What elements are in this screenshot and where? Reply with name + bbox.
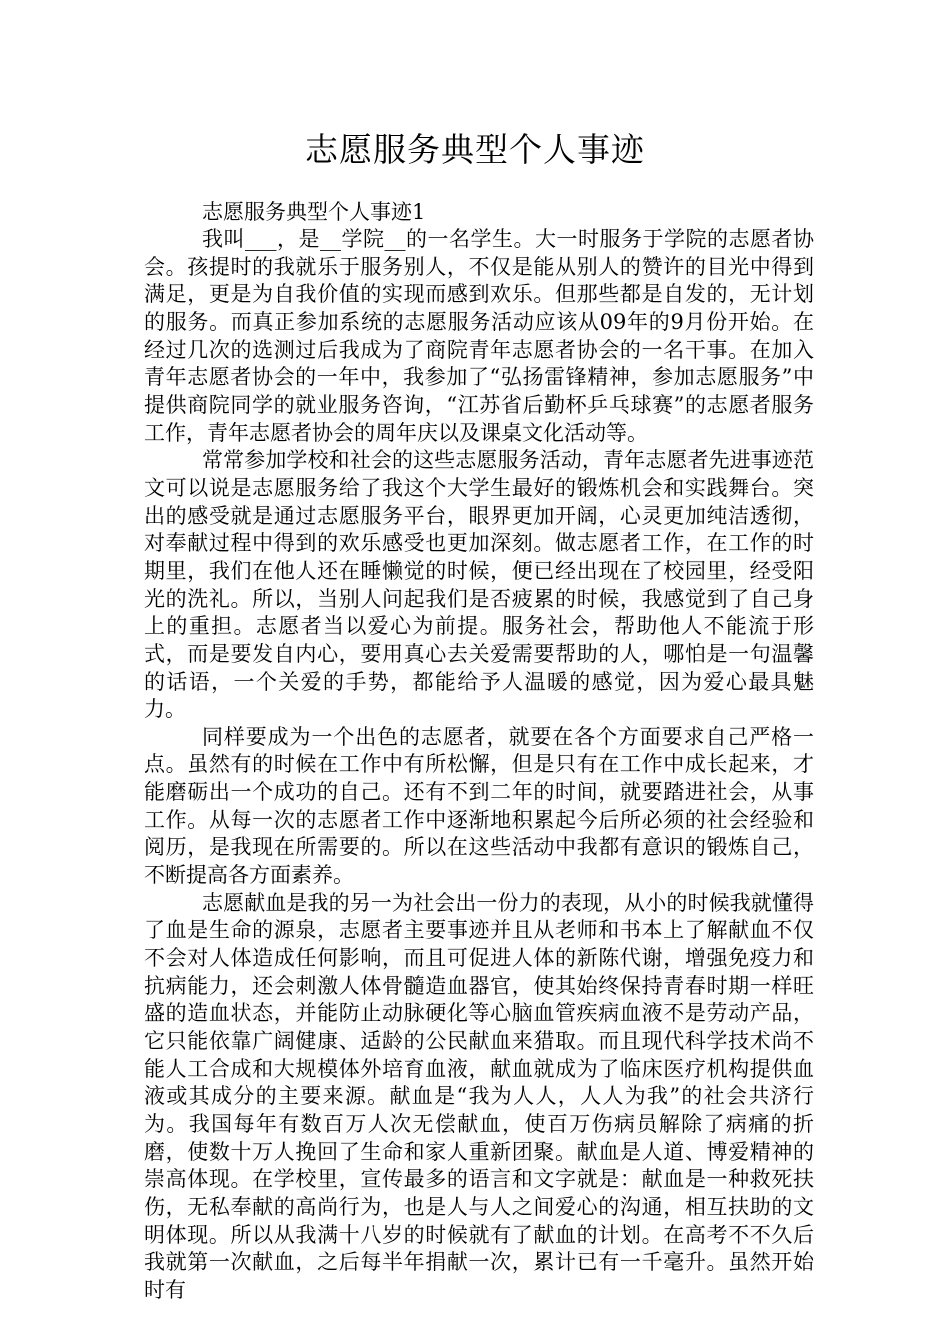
- section-heading: 志愿服务典型个人事迹1: [202, 200, 426, 224]
- paragraph: 常常参加学校和社会的这些志愿服务活动，青年志愿者先进事迹范文可以说是志愿服务给了我这个大学生最好的锻炼机会和实践舞台。突出的感受就是通过志愿服务平台，眼界更加开阔，心灵更加纯洁透彻，对奉献过程中得到的欢乐感受也更加深刻。做志愿者工作，在工作的时期里，我们在他人还在睡懒觉的时候，便已经出现在了校园里，经受阳光的洗礼。所以，当别人问起我们是否疲累的时候，我感觉到了自己身上的重担。志愿者当以爱心为前提。服务社会，帮助他人不能流于形式，而是要发自内心，要用真心去关爱需要帮助的人，哪怕是一句温馨的话语，一个关爱的手势，都能给予人温暖的感觉，因为爱心最具魅力。: [144, 448, 814, 722]
- paragraph: 同样要成为一个出色的志愿者，就要在各个方面要求自己严格一点。虽然有的时候在工作中有所松懈，但是只有在工作中成长起来，才能磨砺出一个成功的自己。还有不到二年的时间，就要踏进社会，从事工作。从每一次的志愿者工作中逐渐地积累起今后所必须的社会经验和阅历，是我现在所需要的。所以在这些活动中我都有意识的锻炼自己，不断提高各方面素养。: [144, 724, 814, 888]
- paragraph: 我叫___，是__学院__的一名学生。大一时服务于学院的志愿者协会。孩提时的我就乐于服务别人，不仅是能从别人的赞许的目光中得到满足，更是为自我价值的实现而感到欢乐。但那些都是自发的，无计划的服务。而真正参加系统的志愿服务活动应该从09年的9月份开始。在经过几次的选测过后我成为了商院青年志愿者协会的一名干事。在加入青年志愿者协会的一年中，我参加了“弘扬雷锋精神，参加志愿服务”中提供商院同学的就业服务咨询，“江苏省后勤杯乒乓球赛”的志愿者服务工作，青年志愿者协会的周年庆以及课桌文化活动等。: [144, 227, 814, 445]
- paragraph: 志愿献血是我的另一为社会出一份力的表现，从小的时候我就懂得了血是生命的源泉，志愿者主要事迹并且从老师和书本上了解献血不仅不会对人体造成任何影响，而且可促进人体的新陈代谢，增强免疫力和抗病能力，还会刺激人体骨髓造血器官，使其始终保持青春时期一样旺盛的造血状态，并能防止动脉硬化等心脑血管疾病血液不是劳动产品，它只能依靠广阔健康、适龄的公民献血来猎取。而且现代科学技术尚不能人工合成和大规模体外培育血液，献血就成为了临床医疗机构提供血液或其成分的主要来源。献血是“我为人人，人人为我”的社会共济行为。我国每年有数百万人次无偿献血，使百万伤病员解除了病痛的折磨，使数十万人挽回了生命和家人重新团聚。献血是人道、博爱精神的崇高体现。在学校里，宣传最多的语言和文字就是：献血是一种救死扶伤，无私奉献的高尚行为，也是人与人之间爱心的沟通，相互扶助的文明体现。所以从我满十八岁的时候就有了献血的计划。在高考不不久后我就第一次献血，之后每半年捐献一次，累计已有一千毫升。虽然开始时有: [144, 890, 814, 1302]
- document-body: [144, 198, 814, 1302]
- document-title: 志愿服务典型个人事迹: [305, 130, 645, 169]
